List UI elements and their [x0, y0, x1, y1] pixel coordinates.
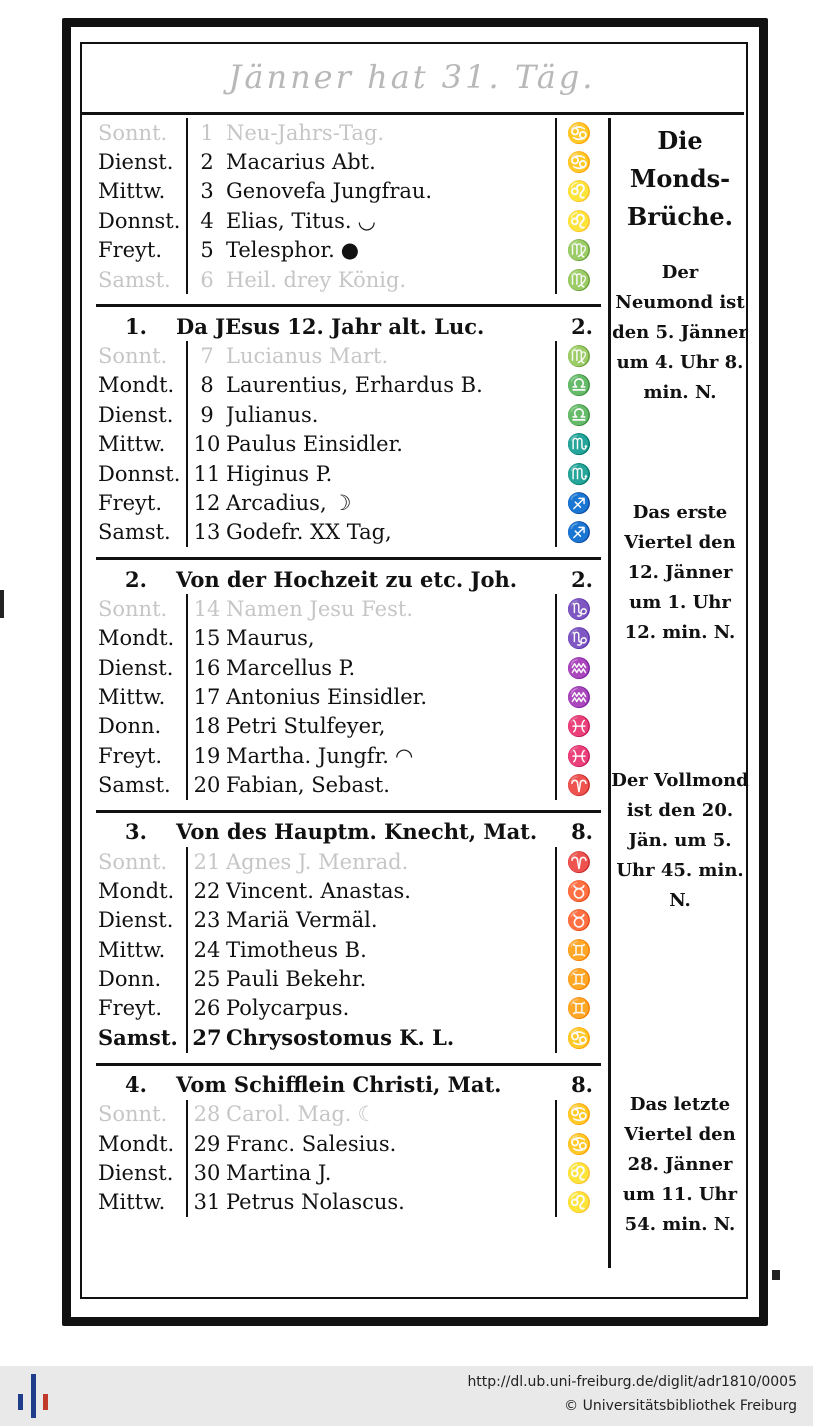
saint-text: Neu-Jahrs-Tag. [226, 120, 385, 145]
saint-text: Maurus, [226, 626, 315, 651]
day-number: 2 [200, 150, 214, 175]
zodiac-sign-icon: ♍ [555, 265, 601, 294]
week-block [96, 810, 601, 1053]
day-number: 31 [193, 1190, 221, 1215]
saint-name [226, 1132, 555, 1156]
moon-phase-icon: ☽ [332, 490, 352, 515]
calendar-row [96, 400, 601, 429]
day-number: 28 [193, 1102, 221, 1127]
calendar-row [96, 1100, 601, 1129]
zodiac-sign-icon: ♋ [555, 1100, 601, 1129]
saint-text: Franc. Salesius. [226, 1131, 397, 1156]
saint-text: Timotheus B. [226, 937, 367, 962]
weekday-label: Sonnt. [96, 847, 188, 876]
saint-name [226, 685, 555, 709]
new-moon-note: Der Neumond ist den 5. Jänner um 4. Uhr 8. min. N. [612, 262, 748, 403]
day-number: 3 [200, 179, 214, 204]
calendar-row [96, 1188, 601, 1217]
zodiac-sign-icon: ♏ [555, 459, 601, 488]
calendar-row [96, 488, 601, 517]
zodiac-sign-icon: ♐ [555, 488, 601, 517]
zodiac-sign-icon: ♑ [555, 623, 601, 652]
zodiac-sign-icon: ♍ [555, 341, 601, 370]
saint-text: Fabian, Sebast. [226, 773, 390, 798]
edge-mark [0, 590, 4, 618]
day-number: 4 [200, 208, 214, 233]
day-number: 16 [193, 655, 221, 680]
calendar-row [96, 1023, 601, 1052]
weekday-label: Mondt. [96, 371, 188, 400]
week-block [96, 1063, 601, 1218]
saint-name [226, 344, 555, 368]
moon-phases-column [608, 118, 749, 1268]
saint-text: Laurentius, Erhardus B. [226, 373, 483, 398]
weekday-label: Sonnt. [96, 1100, 188, 1129]
week-number: 4. [125, 1072, 147, 1098]
edge-mark [772, 1270, 780, 1280]
saint-name [226, 238, 555, 262]
saint-name [226, 597, 555, 621]
saint-text: Mariä Vermäl. [226, 908, 378, 933]
moon-phases-title: Die Monds-Brüche. [626, 126, 734, 231]
weekday-label: Sonnt. [96, 118, 188, 147]
saint-text: Martha. Jungfr. [226, 743, 389, 768]
saint-name [226, 938, 555, 962]
weekday-label: Freyt. [96, 236, 188, 265]
saint-text: Paulus Einsidler. [226, 432, 403, 457]
calendar-row [96, 371, 601, 400]
saint-text: Antonius Einsidler. [226, 684, 428, 709]
week-heading [96, 564, 601, 594]
zodiac-sign-icon: ♋ [555, 147, 601, 176]
saint-name [226, 879, 555, 903]
saint-name [226, 744, 555, 768]
zodiac-sign-icon: ♒ [555, 682, 601, 711]
day-number: 21 [193, 849, 221, 874]
day-number: 17 [193, 684, 221, 709]
calendar-row [96, 770, 601, 799]
week-number: 3. [125, 819, 147, 845]
day-number: 18 [193, 714, 221, 739]
day-number: 1 [200, 120, 214, 145]
calendar-row [96, 341, 601, 370]
saint-name [226, 656, 555, 680]
weekday-label: Samst. [96, 770, 188, 799]
saint-name [226, 1102, 555, 1126]
month-header: Jänner hat 31. Täg. [80, 42, 744, 115]
day-number: 14 [193, 596, 221, 621]
saint-text: Higinus P. [226, 461, 333, 486]
saint-name [226, 432, 555, 456]
week-number: 2. [125, 566, 147, 592]
gospel-reading: Vom Schifflein Christi, Mat. [176, 1072, 502, 1098]
zodiac-sign-icon: ♓ [555, 741, 601, 770]
weekday-label: Donn. [96, 712, 188, 741]
zodiac-sign-icon: ♈ [555, 770, 601, 799]
saint-text: Elias, Titus. [226, 208, 352, 233]
weekday-label: Donnst. [96, 459, 188, 488]
saint-text: Lucianus Mart. [226, 344, 389, 369]
saint-text: Carol. Mag. [226, 1102, 352, 1127]
weekday-label: Mittw. [96, 177, 188, 206]
zodiac-sign-icon: ♋ [555, 118, 601, 147]
day-number: 6 [200, 267, 214, 292]
zodiac-sign-icon: ♍ [555, 236, 601, 265]
day-number: 15 [193, 626, 221, 651]
day-number: 11 [193, 461, 221, 486]
week-number: 1. [125, 313, 147, 339]
chapter-number: 2. [571, 313, 593, 339]
saint-text: Pauli Bekehr. [226, 967, 367, 992]
day-number: 19 [193, 743, 221, 768]
weekday-label: Dienst. [96, 400, 188, 429]
saint-name [226, 773, 555, 797]
calendar-row [96, 741, 601, 770]
zodiac-sign-icon: ♌ [555, 206, 601, 235]
saint-text: Genovefa Jungfrau. [226, 179, 433, 204]
week-block [96, 304, 601, 547]
calendar-row [96, 964, 601, 993]
saint-name [226, 268, 555, 292]
gospel-reading: Da JEsus 12. Jahr alt. Luc. [176, 313, 485, 339]
zodiac-sign-icon: ♈ [555, 847, 601, 876]
saint-name [226, 462, 555, 486]
zodiac-sign-icon: ♊ [555, 994, 601, 1023]
week-heading [96, 817, 601, 847]
saint-text: Julianus. [226, 402, 319, 427]
weekday-label: Samst. [96, 1023, 188, 1052]
first-quarter-note: Das erste Viertel den 12. Jänner um 1. Uhr 12. min. N. [624, 502, 736, 643]
saint-name [226, 1025, 555, 1050]
weekday-label: Dienst. [96, 147, 188, 176]
weekday-label: Mittw. [96, 682, 188, 711]
saint-text: Godefr. XX Tag, [226, 520, 392, 545]
saint-name [226, 209, 555, 233]
zodiac-sign-icon: ♎ [555, 371, 601, 400]
weekday-label: Freyt. [96, 994, 188, 1023]
calendar-row [96, 935, 601, 964]
calendar-row [96, 177, 601, 206]
chapter-number: 8. [571, 1072, 593, 1098]
weekday-label: Mondt. [96, 623, 188, 652]
zodiac-sign-icon: ♐ [555, 518, 601, 547]
saint-name [226, 121, 555, 145]
weekday-label: Mittw. [96, 935, 188, 964]
calendar-row [96, 994, 601, 1023]
zodiac-sign-icon: ♊ [555, 964, 601, 993]
calendar-row [96, 1129, 601, 1158]
weekday-label: Dienst. [96, 653, 188, 682]
saint-name [226, 373, 555, 397]
calendar-row [96, 1158, 601, 1187]
day-number: 9 [200, 402, 214, 427]
saint-text: Polycarpus. [226, 996, 350, 1021]
moon-phase-icon: ● [340, 238, 360, 263]
day-number: 20 [193, 773, 221, 798]
week-block [96, 557, 601, 800]
weekday-label: Freyt. [96, 488, 188, 517]
calendar-row [96, 876, 601, 905]
saint-text: Macarius Abt. [226, 150, 376, 175]
saint-text: Namen Jesu Fest. [226, 596, 414, 621]
saint-name [226, 520, 555, 544]
zodiac-sign-icon: ♊ [555, 935, 601, 964]
weekday-label: Mondt. [96, 1129, 188, 1158]
day-number: 30 [193, 1161, 221, 1186]
zodiac-sign-icon: ♌ [555, 177, 601, 206]
saint-text: Heil. drey König. [226, 267, 407, 292]
moon-phase-icon: ☾ [357, 1102, 377, 1127]
weekday-label: Donn. [96, 964, 188, 993]
weekday-label: Mittw. [96, 430, 188, 459]
weekday-label: Freyt. [96, 741, 188, 770]
permalink-link[interactable]: http://dl.ub.uni-freiburg.de/diglit/adr1810/0005 [467, 1374, 797, 1390]
saint-text: Petri Stulfeyer, [226, 714, 386, 739]
full-moon-note: Der Vollmond ist den 20. Jän. um 5. Uhr 45. min. N. [611, 770, 749, 911]
day-number: 22 [193, 878, 221, 903]
saint-text: Vincent. Anastas. [226, 878, 411, 903]
calendar-row [96, 206, 601, 235]
zodiac-sign-icon: ♎ [555, 400, 601, 429]
saint-name [226, 850, 555, 874]
weekday-label: Samst. [96, 518, 188, 547]
day-number: 25 [193, 967, 221, 992]
calendar-row [96, 518, 601, 547]
weekday-label: Samst. [96, 265, 188, 294]
day-number: 23 [193, 908, 221, 933]
day-number: 13 [193, 520, 221, 545]
gospel-reading: Von des Hauptm. Knecht, Mat. [176, 819, 538, 845]
saint-text: Chrysostomus K. L. [226, 1025, 455, 1051]
viewer-footer [0, 1366, 813, 1426]
saint-text: Marcellus P. [226, 655, 356, 680]
day-number: 10 [193, 432, 221, 457]
zodiac-sign-icon: ♌ [555, 1188, 601, 1217]
week-block [96, 118, 601, 294]
saint-text: Petrus Nolascus. [226, 1190, 405, 1215]
weekday-label: Sonnt. [96, 594, 188, 623]
calendar-row [96, 459, 601, 488]
zodiac-sign-icon: ♉ [555, 906, 601, 935]
calendar-row [96, 265, 601, 294]
day-number: 24 [193, 937, 221, 962]
saint-text: Agnes J. Menrad. [226, 849, 409, 874]
day-number: 7 [200, 344, 214, 369]
chapter-number: 2. [571, 566, 593, 592]
calendar-row [96, 653, 601, 682]
zodiac-sign-icon: ♏ [555, 430, 601, 459]
calendar-row [96, 430, 601, 459]
day-number: 29 [193, 1131, 221, 1156]
day-number: 5 [200, 238, 214, 263]
day-number: 27 [192, 1025, 222, 1051]
library-logo-icon [14, 1372, 52, 1420]
day-number: 12 [193, 490, 221, 515]
chapter-number: 8. [571, 819, 593, 845]
saint-name [226, 179, 555, 203]
weekday-label: Sonnt. [96, 341, 188, 370]
zodiac-sign-icon: ♋ [555, 1129, 601, 1158]
calendar-row [96, 623, 601, 652]
saint-text: Arcadius, [226, 490, 327, 515]
saint-text: Martina J. [226, 1161, 332, 1186]
moon-phase-icon: ◠ [395, 743, 414, 768]
calendar-row [96, 236, 601, 265]
calendar-row [96, 906, 601, 935]
zodiac-sign-icon: ♑ [555, 594, 601, 623]
zodiac-sign-icon: ♋ [555, 1023, 601, 1052]
copyright-text: © Universitätsbibliothek Freiburg [564, 1398, 797, 1414]
saint-name [226, 626, 555, 650]
week-heading [96, 1070, 601, 1100]
calendar-row [96, 147, 601, 176]
zodiac-sign-icon: ♉ [555, 876, 601, 905]
saint-name [226, 491, 555, 515]
moon-phase-icon: ◡ [357, 208, 376, 233]
saint-name [226, 714, 555, 738]
calendar-row [96, 847, 601, 876]
weekday-label: Dienst. [96, 1158, 188, 1187]
calendar-table [96, 118, 601, 1227]
saint-name [226, 908, 555, 932]
calendar-row [96, 682, 601, 711]
week-heading [96, 311, 601, 341]
last-quarter-note: Das letzte Viertel den 28. Jänner um 11. Uhr 54. min. N. [622, 1094, 738, 1235]
saint-name [226, 1161, 555, 1185]
weekday-label: Donnst. [96, 206, 188, 235]
calendar-row [96, 594, 601, 623]
calendar-row [96, 712, 601, 741]
saint-text: Telesphor. [226, 238, 335, 263]
weekday-label: Dienst. [96, 906, 188, 935]
day-number: 26 [193, 996, 221, 1021]
gospel-reading: Von der Hochzeit zu etc. Joh. [176, 566, 518, 592]
saint-name [226, 967, 555, 991]
saint-name [226, 996, 555, 1020]
saint-name [226, 1190, 555, 1214]
saint-name [226, 150, 555, 174]
day-number: 8 [200, 373, 214, 398]
zodiac-sign-icon: ♓ [555, 712, 601, 741]
weekday-label: Mondt. [96, 876, 188, 905]
calendar-row [96, 118, 601, 147]
zodiac-sign-icon: ♌ [555, 1158, 601, 1187]
zodiac-sign-icon: ♒ [555, 653, 601, 682]
saint-name [226, 403, 555, 427]
weekday-label: Mittw. [96, 1188, 188, 1217]
